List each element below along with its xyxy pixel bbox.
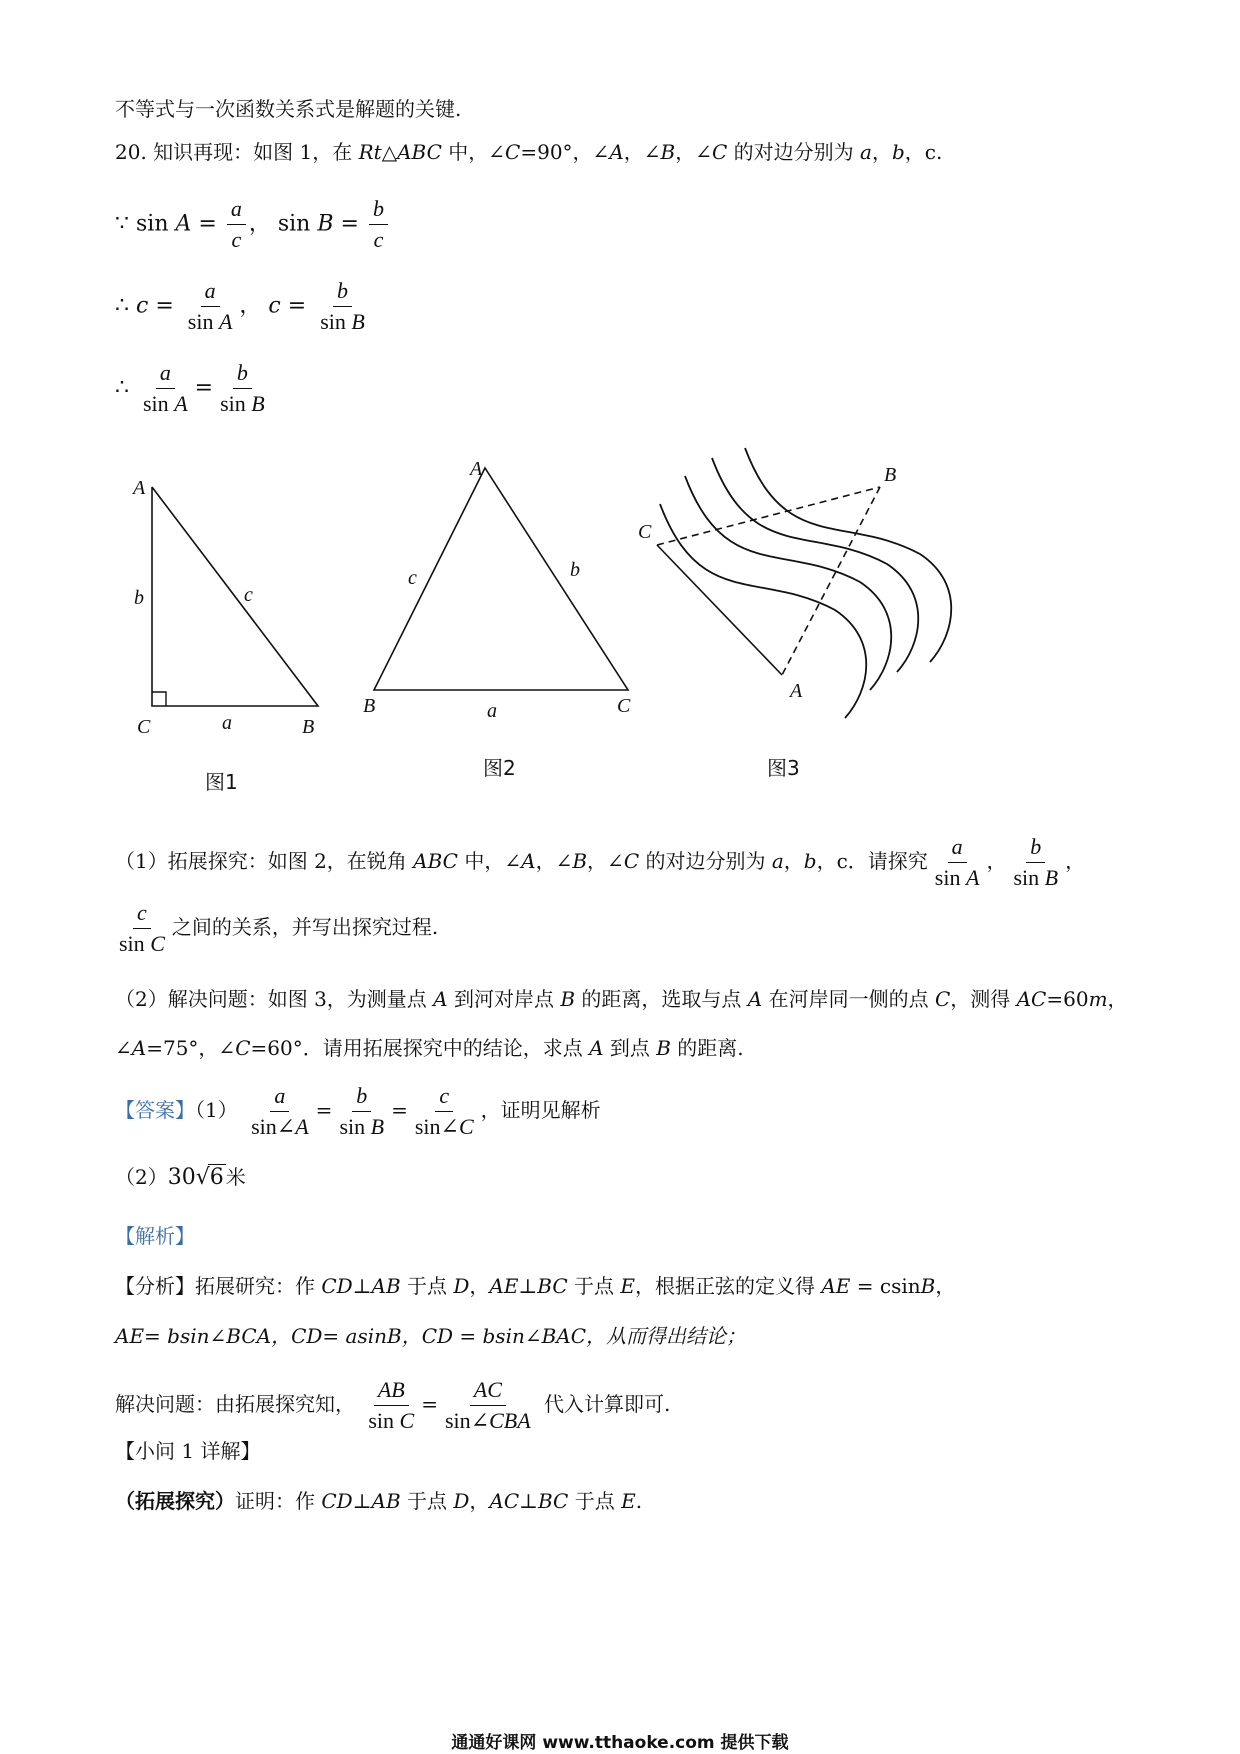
math: = xyxy=(287,293,307,319)
math: = xyxy=(315,1098,333,1122)
math: sin xyxy=(143,391,169,416)
text: 米 xyxy=(225,1165,246,1189)
right-angle-mark xyxy=(152,692,166,706)
text: 的对边分别为 xyxy=(639,849,772,873)
fraction-b-over-sinB xyxy=(335,1083,388,1140)
label-A: A xyxy=(790,680,803,702)
math: sin xyxy=(220,391,246,416)
text: ， xyxy=(1107,987,1128,1011)
math: = xyxy=(198,211,217,237)
sqrt-sign: √ xyxy=(195,1165,210,1190)
text: ，∠ xyxy=(535,849,573,873)
question-1-cont xyxy=(115,900,438,957)
text: 的距离，选取与点 xyxy=(575,987,748,1011)
footer-watermark: 通通好课网 www.tthaoke.com 提供下载 xyxy=(451,1733,789,1753)
text: ， xyxy=(248,211,271,237)
math: AE xyxy=(821,1274,851,1298)
text: ，c. xyxy=(904,140,943,164)
text: （1）拓展探究：如图 2，在锐角 xyxy=(115,849,414,873)
math: AE xyxy=(489,1274,519,1298)
math: = xyxy=(421,1392,438,1416)
numerator: AB xyxy=(374,1377,409,1406)
denominator xyxy=(364,1406,418,1434)
therefore-symbol: ∴ xyxy=(115,375,129,401)
text: 到点 xyxy=(603,1036,657,1060)
text: =75°，∠ xyxy=(146,1036,236,1060)
math: B xyxy=(920,1274,936,1298)
radicand: 6 xyxy=(209,1165,224,1190)
fraction-a-over-sinA xyxy=(931,834,984,891)
math: A xyxy=(131,1036,147,1060)
math: sin xyxy=(187,309,214,334)
math: A xyxy=(295,1114,309,1139)
figure-1 xyxy=(131,477,318,794)
math: D xyxy=(453,1489,470,1513)
denominator xyxy=(115,929,169,957)
denominator: c xyxy=(373,227,384,252)
math: a xyxy=(860,140,872,164)
math: C xyxy=(505,140,521,164)
math: E xyxy=(621,1489,636,1513)
math: sin xyxy=(136,211,169,237)
math: B xyxy=(656,1036,671,1060)
denominator: sin∠C xyxy=(414,1114,474,1139)
text: ， xyxy=(239,293,262,319)
math: ⊥ xyxy=(518,1274,538,1298)
math: = xyxy=(391,1098,408,1122)
label-A: A xyxy=(470,458,483,480)
math: C xyxy=(399,1408,415,1433)
analysis-tag-line xyxy=(115,1222,195,1250)
math: sin xyxy=(339,1114,366,1139)
text: 于点 xyxy=(400,1489,454,1513)
numerator: a xyxy=(270,1083,289,1112)
math: C xyxy=(712,140,728,164)
text: 到河对岸点 xyxy=(447,987,561,1011)
figure-2 xyxy=(363,458,631,780)
math: A xyxy=(433,987,448,1011)
math: C xyxy=(235,1036,251,1060)
math: sin xyxy=(368,1408,395,1433)
denominator: c xyxy=(231,227,242,252)
math: A xyxy=(174,391,188,416)
question-1 xyxy=(115,834,1085,891)
math: sin xyxy=(934,865,961,890)
label-c: c xyxy=(408,567,417,589)
math: E xyxy=(620,1274,635,1298)
text: 于点 xyxy=(400,1274,454,1298)
therefore-symbol: ∴ xyxy=(115,293,129,319)
text: （2）解决问题：如图 3，为测量点 xyxy=(115,987,434,1011)
math: C xyxy=(458,1114,474,1139)
label-A: A xyxy=(133,477,146,499)
text: 的对边分别为 xyxy=(727,140,861,164)
text: 于点 xyxy=(568,1489,622,1513)
text: ，证明见解析 xyxy=(480,1098,601,1122)
text: 【分析】拓展研究：作 xyxy=(115,1274,322,1298)
text: =90°，∠ xyxy=(520,140,610,164)
text: ，∠ xyxy=(587,849,624,873)
text: （1） xyxy=(195,1098,238,1122)
proof-line xyxy=(115,1487,642,1515)
math: = xyxy=(194,375,214,401)
numerator: a xyxy=(201,278,220,307)
label-C: C xyxy=(617,695,631,717)
math: A xyxy=(589,1036,604,1060)
math: A xyxy=(175,211,192,237)
math: B xyxy=(251,391,265,416)
numerator: a xyxy=(156,360,175,389)
segment-CB-dashed xyxy=(657,487,880,545)
fraction-c-over-sin-angle-C xyxy=(411,1083,478,1140)
numerator: a xyxy=(227,196,246,225)
math: B xyxy=(560,987,576,1011)
answer-tag: 【答案】 xyxy=(115,1098,195,1122)
text: ， xyxy=(986,849,1007,873)
math: sin xyxy=(414,1114,441,1139)
math: A xyxy=(747,987,763,1011)
question-2-line-1 xyxy=(115,985,1128,1013)
segment-AB-dashed xyxy=(782,487,880,675)
text: ，∠ xyxy=(623,140,661,164)
numerator: b xyxy=(1026,834,1045,863)
label-c: c xyxy=(244,584,253,606)
math: AB xyxy=(371,1274,401,1298)
text: 【小问 1 详解】 xyxy=(115,1439,261,1463)
text: 解决问题：由拓展探究知， xyxy=(115,1392,355,1416)
text: 之间的关系，并写出探究过程. xyxy=(171,915,439,939)
text: 代入计算即可. xyxy=(537,1392,671,1416)
math: CD xyxy=(321,1489,353,1513)
numerator: b xyxy=(369,196,388,225)
math: c xyxy=(136,293,149,319)
math: D xyxy=(453,1274,470,1298)
numerator: b xyxy=(352,1083,371,1112)
segment-CA xyxy=(657,545,782,675)
math: a xyxy=(771,849,784,873)
analysis-line-1 xyxy=(115,1272,955,1300)
text: 在河岸同一侧的点 xyxy=(762,987,935,1011)
caption-fig-3: 图3 xyxy=(767,756,800,780)
math: A xyxy=(965,865,980,890)
math: ⊥ xyxy=(519,1489,538,1513)
because-symbol: ∵ xyxy=(115,211,129,237)
text: 证明：作 xyxy=(235,1489,322,1513)
numerator: c xyxy=(435,1083,453,1112)
math: A xyxy=(521,849,536,873)
fraction-a-over-sin-angle-A xyxy=(247,1083,313,1140)
text: 20. 知识再现：如图 1，在 xyxy=(115,140,359,164)
numerator: c xyxy=(133,900,151,929)
numerator: AC xyxy=(470,1377,506,1406)
text: 的距离. xyxy=(670,1036,744,1060)
math: A xyxy=(218,309,233,334)
label-C: C xyxy=(638,521,652,543)
caption-fig-2: 图2 xyxy=(483,756,516,780)
math: c xyxy=(268,293,281,319)
text: ，根据正弦的定义得 xyxy=(634,1274,822,1298)
denominator xyxy=(1009,863,1062,891)
figure-3 xyxy=(638,448,951,780)
math: sin xyxy=(445,1408,471,1433)
math: BC xyxy=(537,1274,568,1298)
denominator: sin∠A xyxy=(251,1114,309,1139)
text: ， xyxy=(469,1489,490,1513)
denominator xyxy=(931,863,984,891)
math: b xyxy=(803,849,817,873)
proof-tag: （拓展探究） xyxy=(115,1489,235,1513)
math: ABC xyxy=(413,849,458,873)
math: C xyxy=(934,987,951,1011)
text: ，c．请探究 xyxy=(816,849,928,873)
sub-question-1-heading xyxy=(115,1437,260,1465)
text: 于点 xyxy=(567,1274,621,1298)
math: CBA xyxy=(489,1408,531,1433)
math: BC xyxy=(537,1489,569,1513)
math: sin xyxy=(251,1114,277,1139)
text: = csin xyxy=(850,1274,921,1298)
label-a: a xyxy=(487,700,497,722)
label-B: B xyxy=(884,464,897,486)
text: ， xyxy=(871,140,892,164)
math: B xyxy=(370,1114,385,1139)
math: AB xyxy=(371,1489,401,1513)
math: C xyxy=(623,849,640,873)
caption-fig-1: 图1 xyxy=(205,770,238,794)
math: B xyxy=(572,849,588,873)
fraction-c-over-sinC xyxy=(115,900,169,957)
text: . xyxy=(635,1489,643,1513)
math: sin xyxy=(1013,865,1040,890)
math: B xyxy=(317,211,334,237)
math: AE= bsin∠BCA，CD= asinB，CD = bsin∠BAC，从而得出结论； xyxy=(115,1324,747,1348)
label-C: C xyxy=(137,716,151,738)
math: ⊥ xyxy=(352,1489,372,1513)
math: A xyxy=(609,140,624,164)
text: ∠ xyxy=(115,1036,132,1060)
question-2-line-2 xyxy=(115,1034,744,1062)
right-triangle xyxy=(152,487,318,706)
label-B: B xyxy=(302,716,315,738)
math: B xyxy=(660,140,676,164)
figures-area xyxy=(0,0,1240,800)
text: ， xyxy=(1065,849,1086,873)
answer-line-2 xyxy=(115,1163,246,1192)
answer-line-1 xyxy=(115,1083,601,1140)
fraction-AB-over-sinC xyxy=(364,1377,418,1434)
math: b xyxy=(891,140,905,164)
label-B: B xyxy=(363,695,376,717)
text: ，∠ xyxy=(675,140,712,164)
analysis-tag: 【解析】 xyxy=(115,1224,195,1248)
analysis-line-3 xyxy=(115,1377,670,1434)
text: （2） xyxy=(115,1165,168,1189)
math: B xyxy=(351,309,365,334)
text: =60°．请用拓展探究中的结论，求点 xyxy=(250,1036,590,1060)
math: C xyxy=(150,931,165,956)
text: ， xyxy=(783,849,804,873)
math: AC xyxy=(1016,987,1047,1011)
label-b: b xyxy=(570,559,580,581)
text: ，测得 xyxy=(950,987,1017,1011)
text: ， xyxy=(935,1274,956,1298)
text-line: 不等式与一次函数关系式是解题的关键. xyxy=(115,97,462,121)
math: sin xyxy=(320,309,346,334)
text: ， xyxy=(469,1274,490,1298)
numerator: b xyxy=(333,278,352,307)
math: 30 xyxy=(167,1165,196,1190)
label-a: a xyxy=(222,712,232,734)
math: Rt△ABC xyxy=(358,140,442,164)
numerator: b xyxy=(233,360,252,389)
analysis-line-2 xyxy=(115,1322,746,1350)
math: = xyxy=(340,211,359,237)
numerator: a xyxy=(948,834,967,863)
text: =60 xyxy=(1046,987,1089,1011)
denominator: sin∠CBA xyxy=(445,1408,531,1433)
math: CD xyxy=(321,1274,353,1298)
math: B xyxy=(1044,865,1059,890)
text: 中，∠ xyxy=(441,140,506,164)
math: m xyxy=(1088,987,1108,1011)
fraction-AC-over-sin-angle-CBA xyxy=(441,1377,535,1434)
math: sin xyxy=(119,931,145,956)
denominator xyxy=(335,1112,388,1140)
math: = xyxy=(155,293,174,319)
math: sin xyxy=(277,211,311,237)
text: 中，∠ xyxy=(458,849,522,873)
river-waves xyxy=(660,448,951,718)
math: AC xyxy=(489,1489,520,1513)
label-b: b xyxy=(134,587,144,609)
fraction-b-over-sinB xyxy=(1009,834,1062,891)
math: ⊥ xyxy=(352,1274,372,1298)
